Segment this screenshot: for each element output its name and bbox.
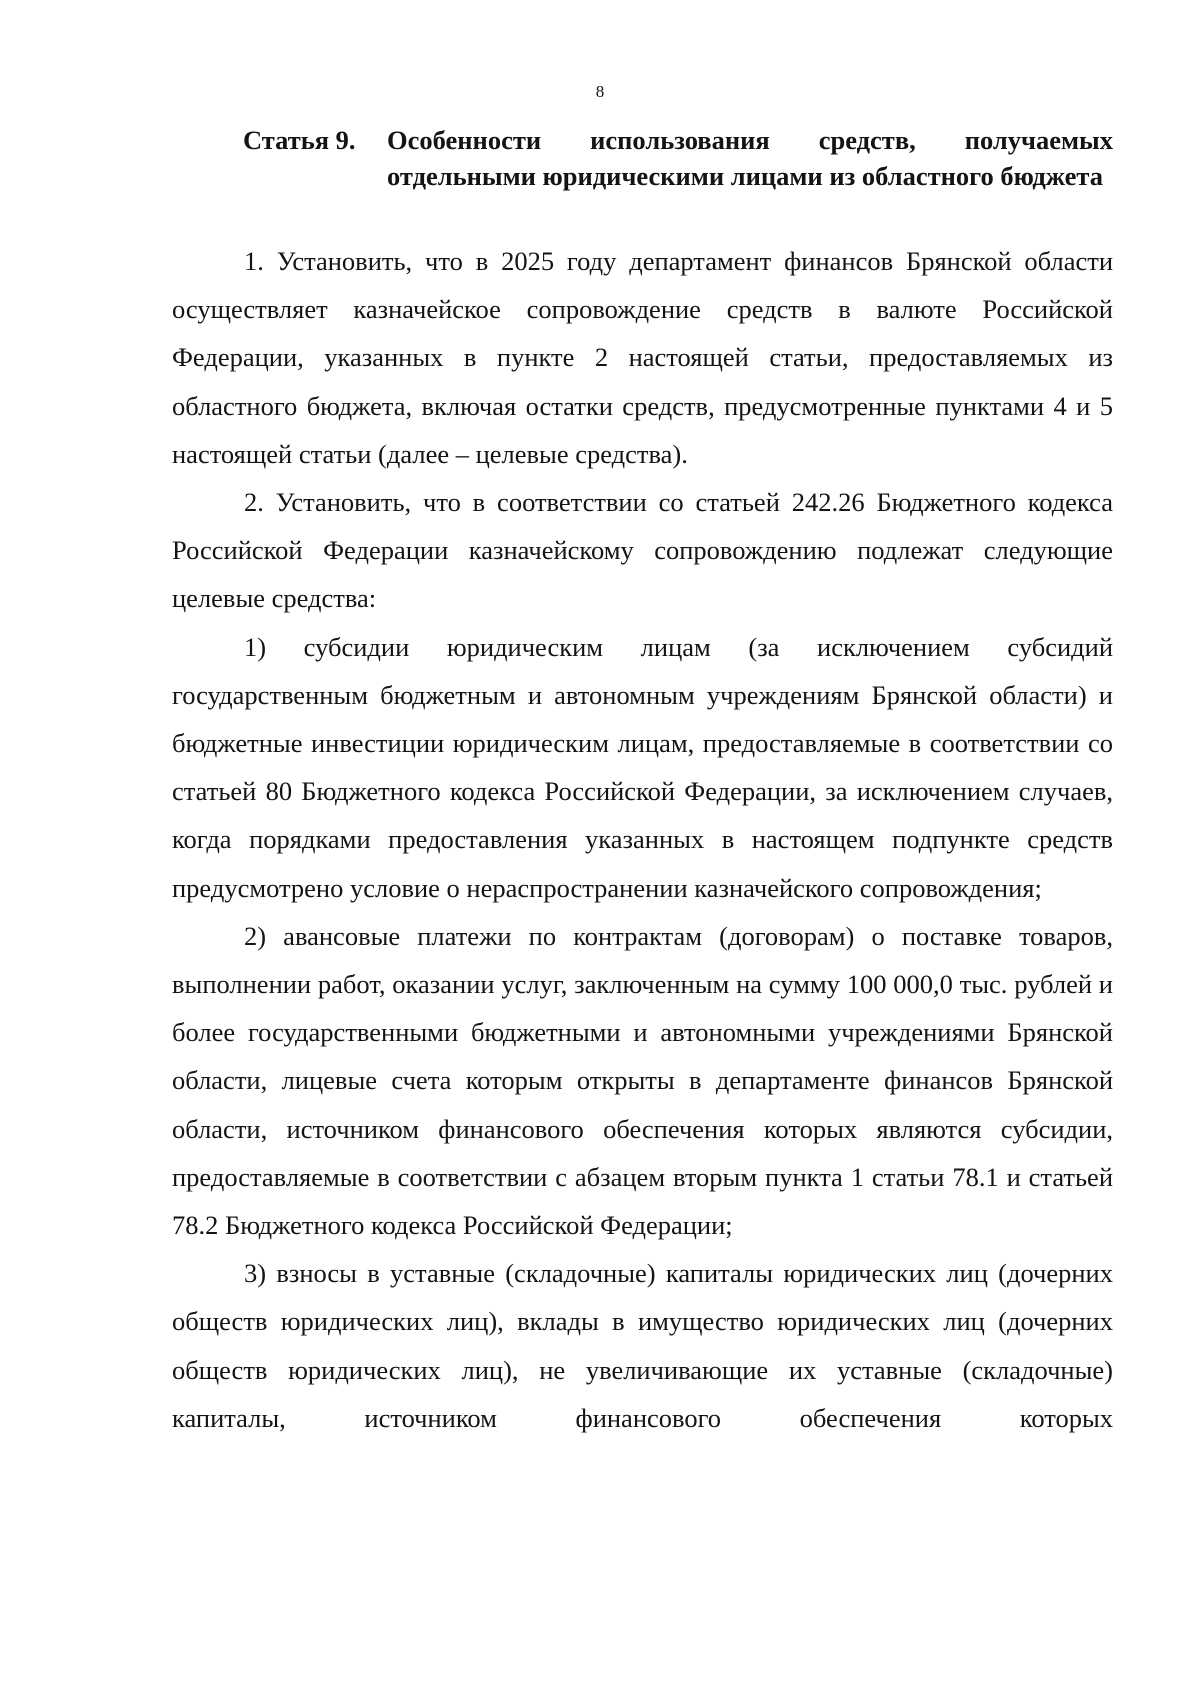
article-title: Особенности использования средств, получаемых отдельными юридическими лицами из областного бюджета: [387, 125, 1113, 191]
subparagraph-2: 2) авансовые платежи по контрактам (договорам) о поставке товаров, выполнении работ, оказании услуг, заключенным на сумму 100 000,0 тыс. рублей и более государственными бюджетными и автономными учреждениями Брянской области, лицевые счета которым открыты в департаменте финансов Брянской области, источником финансового обеспечения которых являются субсидии, предоставляемые в соответствии с абзацем вторым пункта 1 статьи 78.1 и статьей 78.2 Бюджетного кодекса Российской Федерации;: [172, 920, 1113, 1241]
subparagraph-3: 3) взносы в уставные (складочные) капиталы юридических лиц (дочерних обществ юридических лиц), вклады в имущество юридических лиц (дочерних обществ юридических лиц), не увеличивающие их уставные (складочные) капиталы, источником финансового обеспечения которых: [172, 1258, 1113, 1433]
paragraph-1: 1. Установить, что в 2025 году департамент финансов Брянской области осуществляет казначейское сопровождение средств в валюте Российской Федерации, указанных в пункте 2 настоящей статьи, предоставляемых из областного бюджета, включая остатки средств, предусмотренные пунктами 4 и 5 настоящей статьи (далее – целевые средства).: [172, 246, 1113, 469]
article-heading: [243, 122, 1113, 194]
paragraph-2: 2. Установить, что в соответствии со статьей 242.26 Бюджетного кодекса Российской Федерации казначейскому сопровождению подлежат следующие целевые средства:: [172, 487, 1113, 614]
page-number: 8: [595, 82, 605, 101]
article-body: [172, 237, 1113, 1442]
article-label: Статья 9.: [243, 125, 356, 155]
subparagraph-1: 1) субсидии юридическим лицам (за исключением субсидий государственным бюджетным и автономным учреждениям Брянской области) и бюджетные инвестиции юридическим лицам, предоставляемые в соответствии со статьей 80 Бюджетного кодекса Российской Федерации, за исключением случаев, когда порядками предоставления указанных в настоящем подпункте средств предусмотрено условие о нераспространении казначейского сопровождения;: [172, 631, 1113, 903]
